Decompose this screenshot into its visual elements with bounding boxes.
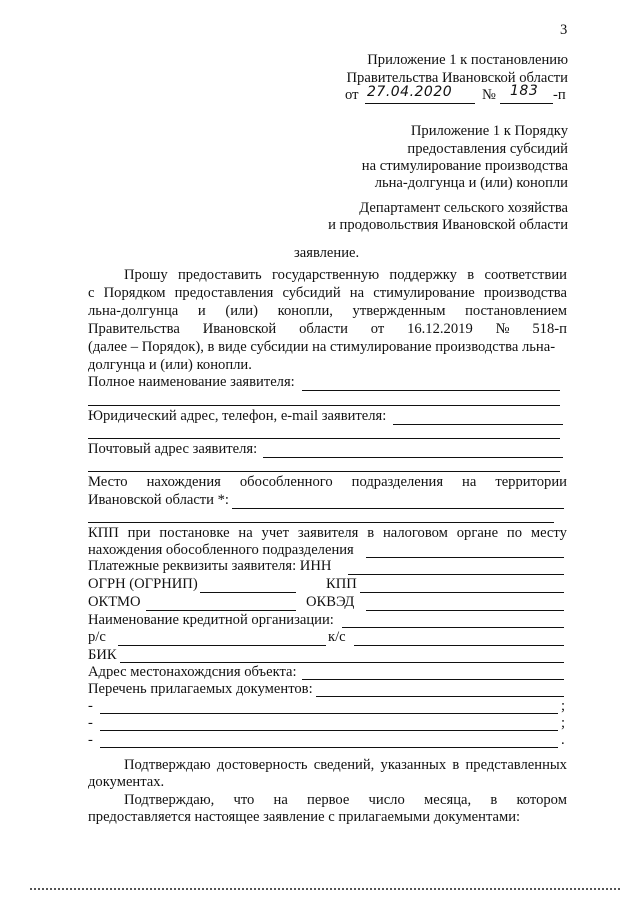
bik-field[interactable] xyxy=(120,662,564,663)
decree-number-underline xyxy=(500,103,553,104)
word: 518-п xyxy=(532,321,567,337)
confirm2-line2: предоставляется настоящее заявление с прилагаемыми документами: xyxy=(88,809,521,825)
scan-edge-artifact xyxy=(30,888,620,890)
kpp-location-line1 xyxy=(88,525,567,542)
confirm1-line1 xyxy=(124,757,567,774)
object-address-label: Адрес местонахождсния объекта: xyxy=(88,664,297,680)
legal-address-field-line2[interactable] xyxy=(88,438,560,439)
full-name-field[interactable] xyxy=(302,390,560,391)
decree-date-handwritten: 27.04.2020 xyxy=(367,84,453,100)
word: соответствии xyxy=(484,267,567,283)
word: Ивановской xyxy=(202,321,277,337)
page-number: 3 xyxy=(560,22,568,38)
word: по xyxy=(506,525,523,541)
request-line3 xyxy=(88,303,567,320)
word: субсидий xyxy=(282,285,341,301)
okved-field[interactable] xyxy=(366,610,564,611)
inn-field[interactable] xyxy=(348,574,564,575)
word: подразделения xyxy=(351,474,444,490)
word: производства xyxy=(483,285,567,301)
word: сведений, xyxy=(313,757,375,773)
word: постановке xyxy=(159,525,230,541)
confirm2-line1 xyxy=(124,792,567,809)
word: учет xyxy=(261,525,290,541)
word: месту xyxy=(530,525,567,541)
okved-label: ОКВЭД xyxy=(306,594,355,610)
word: № xyxy=(495,321,510,337)
list-end: ; xyxy=(561,698,566,714)
appendix-order-line3: на стимулирование производства xyxy=(361,158,568,174)
appendix-order-line4: льна-долгунца и (или) конопли xyxy=(374,175,568,191)
word: в xyxy=(452,757,460,773)
kpp-label: КПП xyxy=(326,576,357,592)
word: органе xyxy=(456,525,499,541)
word: заявителя xyxy=(297,525,359,541)
documents-list-field[interactable] xyxy=(316,696,564,697)
location-field[interactable] xyxy=(232,508,564,509)
word: государственную xyxy=(272,267,380,283)
bank-name-label: Наименование кредитной организации: xyxy=(88,612,334,628)
list-bullet: - xyxy=(88,732,93,748)
word: конопли, xyxy=(277,303,333,319)
rs-label: р/с xyxy=(88,629,106,645)
payment-details-label: Платежные реквизиты заявителя: ИНН xyxy=(88,558,332,574)
oktmo-label: ОКТМО xyxy=(88,594,141,610)
decree-number-label: № xyxy=(482,87,496,103)
bank-name-field[interactable] xyxy=(342,627,564,628)
documents-list-label: Перечень прилагаемых документов: xyxy=(88,681,313,697)
list-end: ; xyxy=(561,715,566,731)
word: нахождения xyxy=(146,474,221,490)
decree-number-suffix: -п xyxy=(553,87,566,103)
kpp-location-label-line2: нахождения обособленного подразделения xyxy=(88,542,354,558)
word: обособленного xyxy=(239,474,333,490)
word: территории xyxy=(495,474,567,490)
word: при xyxy=(127,525,151,541)
ks-label: к/с xyxy=(328,629,346,645)
word: Подтверждаю, xyxy=(124,792,215,808)
request-line2 xyxy=(88,285,567,302)
document-item-field-3[interactable] xyxy=(100,747,558,748)
confirm1-line2: документах. xyxy=(88,774,165,790)
word: указанных xyxy=(380,757,447,773)
list-bullet: - xyxy=(88,715,93,731)
word: и xyxy=(197,303,206,319)
appendix-decree-line2: Правительства Ивановской области xyxy=(346,70,568,86)
word: на xyxy=(349,285,365,301)
kpp-location-field[interactable] xyxy=(366,557,564,558)
word: Правительства xyxy=(88,321,180,337)
ogrn-field[interactable] xyxy=(200,592,296,593)
legal-address-field[interactable] xyxy=(393,424,563,425)
location-label-line2: Ивановской области *: xyxy=(88,492,229,508)
word: с xyxy=(88,285,95,301)
addressee-line2: и продовольствия Ивановской области xyxy=(328,217,568,233)
word: (или) xyxy=(225,303,258,319)
word: на xyxy=(462,474,477,490)
location-field-line2[interactable] xyxy=(88,522,554,523)
word: стимулирование xyxy=(373,285,475,301)
word: постановлением xyxy=(465,303,567,319)
rs-field[interactable] xyxy=(118,645,326,646)
legal-address-label: Юридический адрес, телефон, e-mail заявителя: xyxy=(88,408,387,424)
word: в xyxy=(467,267,475,283)
word: на xyxy=(238,525,253,541)
word: Подтверждаю xyxy=(124,757,211,773)
word: котором xyxy=(516,792,567,808)
request-line1 xyxy=(124,267,567,284)
addressee-line1: Департамент сельского хозяйства xyxy=(359,200,568,216)
word: 16.12.2019 xyxy=(407,321,473,337)
oktmo-field[interactable] xyxy=(146,610,296,611)
postal-address-field[interactable] xyxy=(263,457,563,458)
word: от xyxy=(370,321,385,337)
document-title: заявление. xyxy=(294,245,360,261)
decree-number-handwritten: 183 xyxy=(510,83,539,99)
word: число xyxy=(368,792,405,808)
request-line6: долгунца и (или) конопли. xyxy=(88,357,252,373)
postal-address-field-line2[interactable] xyxy=(88,471,560,472)
word: представленных xyxy=(465,757,567,773)
document-item-field-1[interactable] xyxy=(100,713,558,714)
full-name-field-line2[interactable] xyxy=(88,405,560,406)
word: месяца, xyxy=(423,792,472,808)
decree-date-underline xyxy=(365,103,475,104)
word: Порядком xyxy=(103,285,166,301)
word: предоставления xyxy=(174,285,274,301)
list-bullet: - xyxy=(88,698,93,714)
postal-address-label: Почтовый адрес заявителя: xyxy=(88,441,258,457)
request-line4 xyxy=(88,321,567,338)
appendix-order-line2: предоставления субсидий xyxy=(407,141,568,157)
word: льна-долгунца xyxy=(88,303,179,319)
word: первое xyxy=(307,792,350,808)
word: Прошу xyxy=(124,267,168,283)
location-line1 xyxy=(88,474,567,491)
word: на xyxy=(273,792,288,808)
request-line5: (далее – Порядок), в виде субсидии на стимулирование производства льна- xyxy=(88,339,556,355)
word: что xyxy=(233,792,255,808)
word: налоговом xyxy=(382,525,448,541)
ks-field[interactable] xyxy=(354,645,564,646)
kpp-field[interactable] xyxy=(360,592,564,593)
word: области xyxy=(299,321,348,337)
word: в xyxy=(367,525,375,541)
list-end: . xyxy=(561,732,565,748)
ogrn-label: ОГРН (ОГРНИП) xyxy=(88,576,198,592)
word: КПП xyxy=(88,525,119,541)
decree-from-label: от xyxy=(345,87,359,103)
word: утвержденным xyxy=(352,303,446,319)
full-name-label: Полное наименование заявителя: xyxy=(88,374,295,390)
word: достоверность xyxy=(216,757,308,773)
word: поддержку xyxy=(389,267,457,283)
word: Место xyxy=(88,474,128,490)
bik-label: БИК xyxy=(88,647,117,663)
appendix-order-line1: Приложение 1 к Порядку xyxy=(410,123,568,139)
word: предоставить xyxy=(177,267,262,283)
word: в xyxy=(490,792,498,808)
document-item-field-2[interactable] xyxy=(100,730,558,731)
object-address-field[interactable] xyxy=(302,679,564,680)
appendix-decree-line1: Приложение 1 к постановлению xyxy=(367,52,568,68)
